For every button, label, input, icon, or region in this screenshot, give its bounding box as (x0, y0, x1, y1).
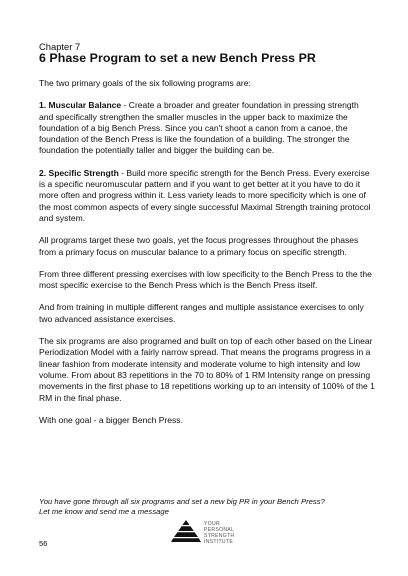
logo-line: STRENGTH (204, 533, 235, 539)
intro-paragraph: The two primary goals of the six following programs are: (39, 78, 251, 88)
pyramid-logo-icon (171, 519, 201, 547)
page-number: 56 (39, 539, 48, 548)
goal-text: - Build more specific strength for the Bench Press. Every exercise is a specific neuromuscular pattern and if you want to get better at it you have to do it more often and progress within it. Less variety leads to more specificity which is one of the most common aspects of every single successful Maximal Strength training protocol and system. (39, 167, 371, 223)
goal-heading: 1. Muscular Balance (39, 100, 122, 111)
body-paragraph: All programs target these two goals, yet the focus progresses throughout the phases from a primary focus on muscular balance to a primary focus on specific strength. (39, 235, 359, 257)
logo-wordmark (204, 521, 234, 545)
closing-line: Let me know and send me a message (39, 506, 169, 516)
goal-paragraph (39, 100, 375, 156)
body-paragraph: And from training in multiple different ranges and multiple assistance exercises to only two advanced assistance exercises. (39, 302, 364, 324)
goal-paragraph (39, 168, 375, 224)
goal-heading: 2. Specific Strength (39, 167, 119, 178)
chapter-label: Chapter 7 (39, 41, 81, 52)
goal-text: - Create a broader and greater foundation in pressing strength and specifically strengthen the smaller muscles in the upper back to maximize the foundation of a big Bench Press. Since you can't shoot a canon from a canoe, the foundation of the Bench Press is like the foundation of a building. The stronger the foundation the potentially taller and bigger the building can be. (39, 100, 359, 156)
chapter-title: 6 Phase Program to set a new Bench Press PR (39, 51, 316, 65)
body-paragraph: The six programs are also programed and built on top of each other based on the Linear Periodization Model with a fairly narrow spread. That means the programs progress in a linear fashion from moderate intensity and moderate volume to high intensity and low volume. From about 83 repetitions in the 70 to 80% of 1 RM Intensity range on pressing movements in the first phase to 18 repetitions working up to an intensity of 100% of the 1 RM in the final phase. (39, 336, 375, 403)
closing-note (39, 497, 375, 516)
logo-line: YOUR (204, 521, 220, 527)
body-paragraph: From three different pressing exercises with low specificity to the Bench Press to the the most specific exercise to the Bench Press which is the Bench Press itself. (39, 268, 372, 291)
logo-line: INSTITUTE (204, 539, 234, 545)
body-text (39, 78, 375, 437)
body-paragraph: With one goal - a bigger Bench Press. (39, 414, 183, 425)
institute-logo (171, 518, 261, 548)
closing-line: You have gone through all six programs and set a new big PR in your Bench Press? (39, 497, 325, 506)
logo-line: PERSONAL (204, 527, 235, 533)
